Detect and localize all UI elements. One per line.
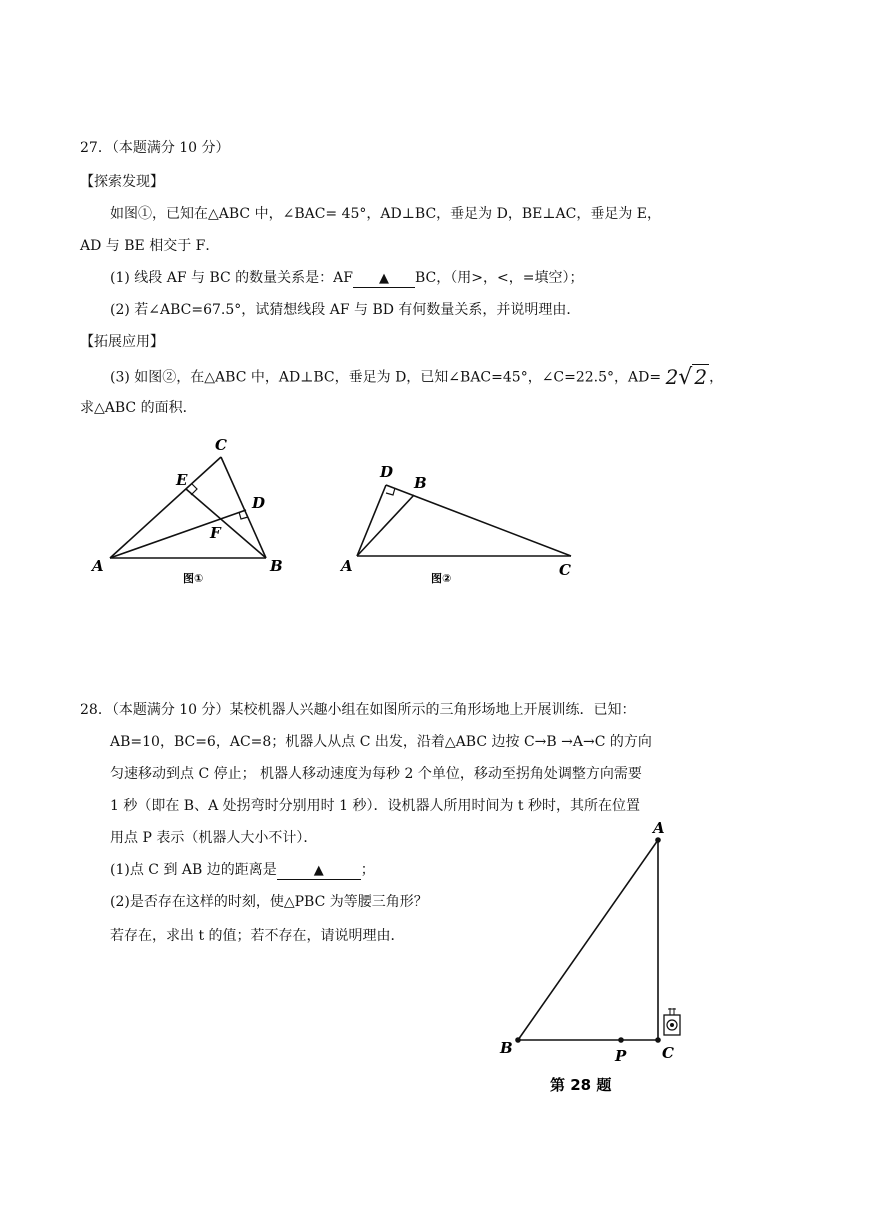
q27-part3-suffix: ， [709,369,724,386]
fig28-label-b: B [500,1039,513,1057]
point-c [655,1037,661,1043]
q27-part2: (2) 若∠ABC=67.5°，试猜想线段 AF 与 BD 有何数量关系，并说明理由． [110,302,581,318]
fig28-label-c: C [662,1044,674,1062]
fig2-label-d: D [380,463,394,481]
q28-part1-suffix: ； [360,862,375,878]
fig1-label-f: F [210,524,221,542]
point-b [515,1037,521,1043]
q28-line4: 1 秒（即在 B、A 处拐弯时分别用时 1 秒）．设机器人所用时间为 t 秒时，其所在位置 [110,798,640,814]
q27-heading: 27．（本题满分 10 分） [80,140,230,156]
q27-part1-answer-blank[interactable] [353,270,415,288]
fig28-label-p: P [615,1047,627,1065]
q28-part1 [110,860,375,880]
q27-part3-coef: 2 [665,365,679,389]
q27-part3-sqrt [666,364,710,391]
q27-part1-suffix: BC，（用>，<，=填空）； [415,270,584,286]
q27-part3 [110,364,723,391]
q28-part2-line1: (2)是否存在这样的时刻，使△PBC 为等腰三角形？ [110,894,428,910]
fig2-label-a: A [341,557,353,575]
fig2-caption: 图② [431,572,452,585]
q27-part3-radicand: 2 [694,365,708,389]
robot-icon [664,1008,680,1035]
q27-part3-line2: 求△ABC 的面积． [80,400,197,416]
q27-part1-blank-mark: ▲ [379,271,389,286]
q28-line1: 28．（本题满分 10 分）某校机器人兴趣小组在如图所示的三角形场地上开展训练．已知： [80,702,636,718]
q28-part1-answer-blank[interactable] [277,862,361,880]
q27-part3-prefix: (3) 如图②，在△ABC 中，AD⊥BC，垂足为 D，已知∠BAC=45°，∠C=22.5°，AD= [110,369,662,386]
q27-part1 [110,268,583,288]
q27-intro-line2: AD 与 BE 相交于 F． [80,238,220,254]
q27-figure1 [80,430,300,590]
fig1-label-c: C [215,436,227,454]
radical-sign-icon: √ [678,365,693,390]
fig1-caption: 图① [183,572,204,585]
q27-intro-line1: 如图①，已知在△ABC 中，∠BAC= 45°，AD⊥BC，垂足为 D，BE⊥AC，垂足为 E， [110,206,662,222]
fig28-caption: 第 28 题 [550,1076,612,1094]
fig1-label-e: E [176,471,188,489]
q28-line3: 匀速移动到点 C 停止； 机器人移动速度为每秒 2 个单位，移动至拐角处调整方向需要 [110,766,642,782]
point-a [655,837,661,843]
q27-part1-prefix: (1) 线段 AF 与 BC 的数量关系是：AF [110,270,353,286]
fig1-label-a: A [92,557,104,575]
fig2-label-b: B [414,474,427,492]
q27-section-explore: 【探索发现】 [80,174,164,190]
fig1-label-d: D [252,494,266,512]
fig1-label-b: B [270,557,283,575]
q28-line2: AB=10，BC=6，AC=8；机器人从点 C 出发，沿着△ABC 边按 C→B →A→C 的方向 [110,734,652,750]
q27-figure2 [335,455,585,585]
q28-part2-line2: 若存在，求出 t 的值；若不存在，请说明理由． [110,928,405,944]
fig28-label-a: A [653,819,665,837]
point-p [618,1037,624,1043]
fig2-label-c: C [559,561,571,579]
q28-part1-prefix: (1)点 C 到 AB 边的距离是 [110,862,277,878]
q28-line5: 用点 P 表示（机器人大小不计）． [110,830,318,846]
q28-figure [490,815,710,1100]
q27-section-extend: 【拓展应用】 [80,334,164,350]
q28-part1-blank-mark: ▲ [313,863,324,878]
